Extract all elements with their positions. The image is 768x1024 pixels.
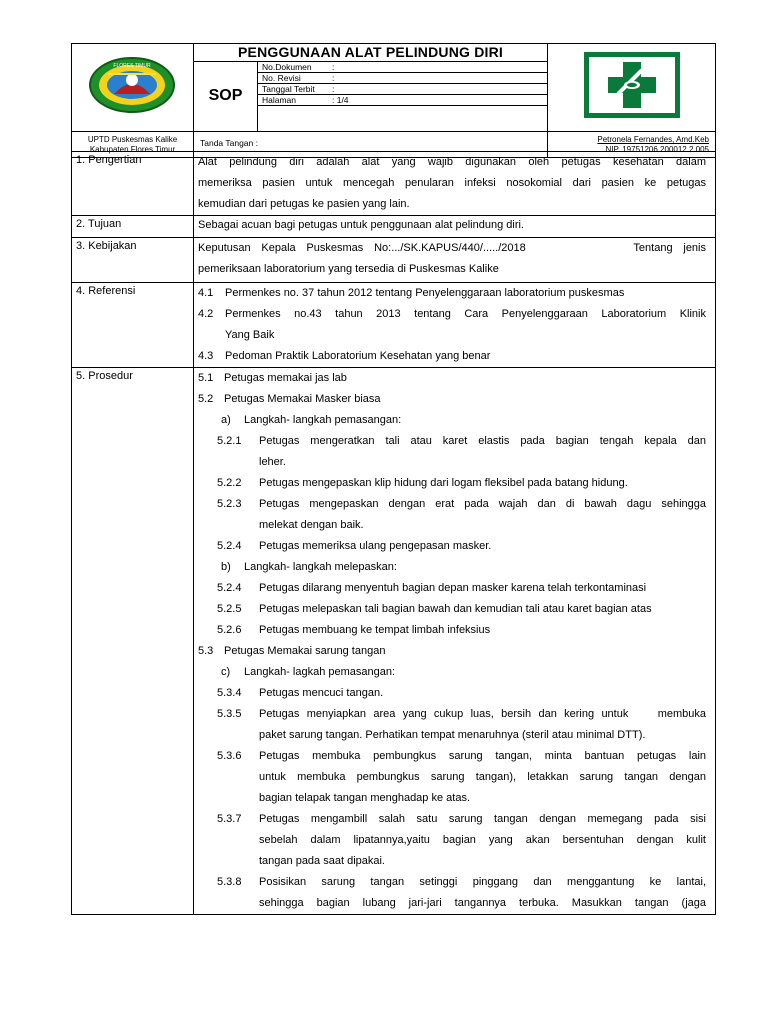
org-name: UPTD Puskesmas Kalike [87,135,178,144]
substep-heading [198,410,706,431]
reference-item [198,304,706,325]
signature-label: Tanda Tangan : [200,138,258,148]
item-number: 4.3 [198,350,214,362]
meta-value: : [332,83,335,94]
substep-heading [198,662,706,683]
step-number: 5.2.1 [217,435,242,447]
document-meta-cell [258,61,548,131]
meta-value: : [332,61,335,72]
step-heading [198,641,706,662]
step-text-cont: sebelah dalam lipatannya,yaitu bagian yang akan bersentuhan dengan kulit [259,834,706,846]
procedure-step [198,599,706,620]
page-title: PENGGUNAAN ALAT PELINDUNG DIRI [238,44,503,60]
reference-item [198,346,706,367]
substep-heading [198,557,706,578]
org-region: Kabupaten Flores Timur [89,145,176,154]
step-text-cont: melekat dengan baik. [259,519,364,531]
puskesmas-logo-icon [580,50,684,120]
item-text: Permenkes no.43 tahun 2013 tentang Cara Penyelenggaraan Laboratorium Klinik [225,308,706,320]
meta-label: Halaman [262,94,297,105]
section-content [194,216,716,238]
meta-row [258,95,547,106]
meta-row [258,84,547,95]
section-tujuan [72,216,716,238]
step-text: Petugas Memakai sarung tangan [224,645,386,657]
text-line: kemudian dari petugas ke pasien yang lain. [198,198,410,210]
step-heading [198,368,706,389]
substep-text: Langkah- lagkah pemasangan: [244,666,396,678]
step-number: 5.2.3 [217,498,242,510]
substep-text: Langkah- langkah pemasangan: [244,414,402,426]
content-table [71,151,716,915]
substep-letter: c) [221,666,231,678]
procedure-step [198,473,706,494]
text-line: Keputusan Kepala Puskesmas No:.../SK.KAPUS/440/...../2018 Tentang jenis [198,242,706,254]
title-cell [194,44,548,62]
substep-letter: b) [221,561,231,573]
step-text-cont: bagian telapak tangan menghadap ke atas. [259,792,470,804]
section-label: 4. Referensi [72,283,194,368]
step-text: Petugas Memakai Masker biasa [224,393,381,405]
step-number: 5.3.6 [217,750,242,762]
section-content [194,238,716,283]
meta-row [258,62,547,73]
step-number: 5.3.5 [217,708,242,720]
procedure-step [198,578,706,599]
meta-label: Tanggal Terbit [262,83,315,94]
step-number: 5.2.4 [217,540,242,552]
procedure-step [198,704,706,725]
section-referensi [72,283,716,368]
step-number: 5.2 [198,393,214,405]
district-emblem-icon [72,44,192,126]
step-text-cont: sehingga bagian lubang jari-jari tangannya terbuka. Masukkan tangan (jaga [259,897,706,909]
substep-letter: a) [221,414,231,426]
procedure-step [198,746,706,767]
meta-row [258,73,547,84]
step-text: Petugas memeriksa ulang pengepasan masker. [259,540,492,552]
section-label: 1. Pengertian [72,152,194,216]
text-line: memeriksa pasien untuk mencegah penularan infeksi nosokomial dari pasien ke petugas [198,177,706,189]
procedure-step [198,683,706,704]
section-pengertian [72,152,716,216]
section-content [194,368,716,915]
item-text: Permenkes no. 37 tahun 2012 tentang Penyelenggaraan laboratorium puskesmas [225,287,625,299]
step-text: Petugas mengepaskan dengan erat pada wajah dan di bawah dagu sehingga [259,498,706,510]
step-text: Petugas melepaskan tali bagian bawah dan kemudian tali atau karet bagian atas [259,603,652,615]
section-content [194,152,716,216]
text-line: Sebagai acuan bagi petugas untuk penggunaan alat pelindung diri. [198,219,524,231]
step-number: 5.3 [198,645,214,657]
step-text-cont: leher. [259,456,286,468]
meta-label: No.Dokumen [262,61,312,72]
step-number: 5.1 [198,372,214,384]
item-text: Pedoman Praktik Laboratorium Kesehatan yang benar [225,350,491,362]
meta-label: No. Revisi [262,72,301,83]
step-text: Petugas mencuci tangan. [259,687,384,699]
meta-value: : [332,72,335,83]
emblem-text: FLORES TIMUR [113,63,151,69]
section-prosedur [72,368,716,915]
step-heading [198,389,706,410]
section-label: 3. Kebijakan [72,238,194,283]
text-line: Alat pelindung diri adalah alat yang wajib digunakan oleh petugas kesehatan dalam [198,156,706,168]
step-text: Petugas memakai jas lab [224,372,347,384]
procedure-step [198,536,706,557]
meta-value: : 1/4 [332,94,349,105]
section-content [194,283,716,368]
item-number: 4.2 [198,308,214,320]
step-text: Petugas dilarang menyentuh bagian depan masker karena telah terkontaminasi [259,582,647,594]
sop-cell [194,61,258,131]
header-table [71,43,716,158]
step-number: 5.2.5 [217,603,242,615]
text-line: pemeriksaan laboratorium yang tersedia di Puskesmas Kalike [198,263,499,275]
section-label: 5. Prosedur [72,368,194,915]
procedure-step [198,494,706,515]
step-text-cont: untuk membuka pembungkus sarung tangan), letakkan sarung tangan dengan [259,771,706,783]
section-kebijakan [72,238,716,283]
step-number: 5.3.8 [217,876,242,888]
step-text: Petugas mengepaskan klip hidung dari logam fleksibel pada batang hidung. [259,477,628,489]
left-logo-cell [72,44,194,132]
step-number: 5.2.2 [217,477,242,489]
procedure-step [198,872,706,893]
step-text: Petugas mengeratkan tali atau karet elastis pada bagian tengah kepala dan [259,435,706,447]
procedure-step [198,431,706,452]
item-text-cont: Yang Baik [225,329,275,341]
step-number: 5.3.7 [217,813,242,825]
head-nip: NIP. 19751206 200012 2 005 [605,145,709,154]
item-number: 4.1 [198,287,214,299]
substep-text: Langkah- langkah melepaskan: [244,561,397,573]
step-text: Petugas mengambill salah satu sarung tangan dengan memegang pada sisi [259,813,706,825]
head-name: Petronela Fernandes, Amd.Keb [597,135,709,144]
reference-item [198,283,706,304]
sop-label: SOP [208,87,243,105]
step-number: 5.2.4 [217,582,242,594]
step-number: 5.2.6 [217,624,242,636]
procedure-step [198,809,706,830]
step-number: 5.3.4 [217,687,242,699]
step-text: Petugas menyiapkan area yang cukup luas, bersih dan kering untuk membuka [259,708,706,720]
step-text: Petugas membuka pembungkus sarung tangan, minta bantuan petugas lain [259,750,706,762]
step-text-cont: paket sarung tangan. Perhatikan tempat menaruhnya (steril atau minimal DTT). [259,729,646,741]
step-text: Posisikan sarung tangan setinggi pinggang dan menggantung ke lantai, [259,876,706,888]
right-logo-cell [548,44,716,132]
step-text-cont: tangan pada saat dipakai. [259,855,385,867]
step-text: Petugas membuang ke tempat limbah infeksius [259,624,491,636]
procedure-step [198,620,706,641]
section-label: 2. Tujuan [72,216,194,238]
